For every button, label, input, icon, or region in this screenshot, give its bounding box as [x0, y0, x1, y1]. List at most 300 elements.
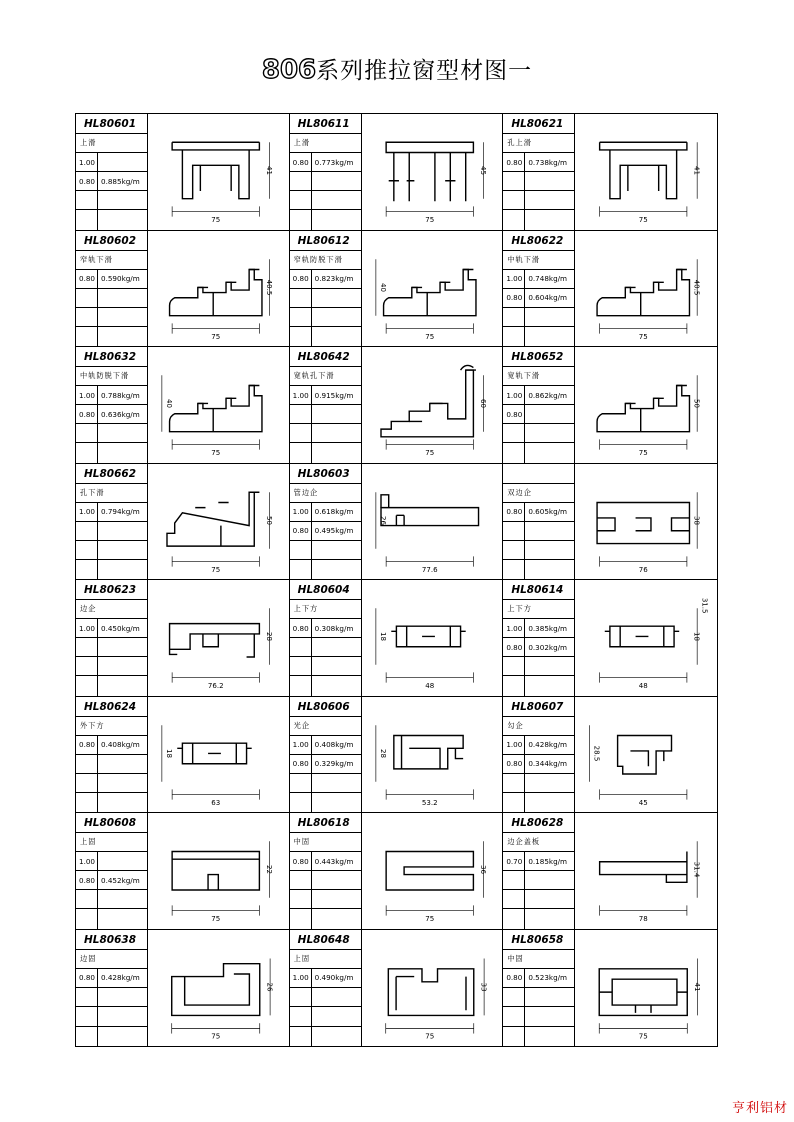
profile-name: 中轨防脱下滑 [76, 367, 147, 386]
profile-spec-table [290, 930, 362, 1047]
dimension-height: 18 [378, 631, 388, 641]
profile-drawing [575, 697, 717, 813]
dimension-width: 78 [639, 913, 649, 923]
profile-drawing [362, 930, 503, 1047]
profile-spec-table [76, 813, 148, 929]
profile-cell [76, 114, 290, 231]
wall-thickness [76, 289, 98, 307]
wall-thickness [76, 424, 98, 442]
spec-row [76, 909, 147, 928]
dimension-height: 26 [378, 515, 388, 525]
wall-thickness: 0.80 [76, 270, 98, 288]
wall-thickness [503, 172, 525, 190]
wall-thickness [290, 308, 312, 326]
profile-drawing [362, 580, 503, 696]
wall-thickness [76, 191, 98, 209]
profile-cell [503, 347, 717, 464]
profile-code: HL80632 [76, 347, 147, 367]
profile-spec-table [290, 464, 362, 580]
dimension-width: 48 [424, 680, 434, 690]
wall-thickness [290, 210, 312, 229]
dimension-height: 18 [692, 631, 702, 641]
wall-thickness [76, 560, 98, 579]
profile-code: HL80642 [290, 347, 361, 367]
spec-row [76, 755, 147, 774]
wall-thickness: 0.80 [290, 270, 312, 288]
profile-spec-table [76, 580, 148, 696]
wall-thickness: 0.80 [76, 969, 98, 987]
dimension-extra: 31.5 [700, 597, 710, 614]
spec-row [503, 191, 574, 210]
profile-code: HL80608 [76, 813, 147, 833]
brand-watermark: 亨利铝材 [731, 1101, 788, 1116]
unit-weight: 0.344kg/m [528, 759, 568, 769]
profile-spec-table [503, 580, 575, 696]
spec-row [290, 386, 361, 405]
wall-thickness [503, 443, 525, 462]
spec-row [503, 327, 574, 346]
spec-row [503, 424, 574, 443]
dimension-height: 41 [692, 165, 702, 175]
wall-thickness: 0.80 [503, 638, 525, 656]
profile-section-shape [600, 968, 688, 1015]
wall-thickness [290, 774, 312, 792]
wall-thickness [503, 871, 525, 889]
profile-spec-table [503, 697, 575, 813]
spec-row [290, 210, 361, 229]
profile-section-shape [393, 735, 462, 768]
dimension-height: 45 [478, 165, 488, 175]
profile-cell [76, 697, 290, 814]
spec-row [290, 289, 361, 308]
unit-weight: 0.329kg/m [314, 759, 354, 769]
spec-row [503, 909, 574, 928]
dimension-width: 75 [211, 913, 221, 923]
spec-row [290, 270, 361, 289]
spec-row [76, 560, 147, 579]
dimension-width: 75 [211, 564, 221, 574]
profile-code: HL80612 [290, 231, 361, 251]
wall-thickness: 1.00 [290, 386, 312, 404]
wall-thickness: 0.80 [503, 289, 525, 307]
profile-drawing [148, 114, 289, 230]
spec-row [76, 522, 147, 541]
spec-row [290, 541, 361, 560]
profile-section-shape [618, 735, 672, 774]
profile-spec-table [503, 347, 575, 463]
profile-code: HL80602 [76, 231, 147, 251]
spec-row [503, 289, 574, 308]
unit-weight: 0.385kg/m [528, 623, 568, 633]
profile-name: 中固 [290, 833, 361, 852]
profile-spec-table [503, 231, 575, 347]
profile-name: 孔上滑 [503, 134, 574, 153]
profile-code: HL80622 [503, 231, 574, 251]
profile-name: 勾企 [503, 717, 574, 736]
spec-row [290, 736, 361, 755]
wall-thickness [503, 890, 525, 908]
profile-code: HL80611 [290, 114, 361, 134]
spec-row [290, 191, 361, 210]
profile-name: 光企 [290, 717, 361, 736]
profile-code: HL80601 [76, 114, 147, 134]
spec-row [503, 308, 574, 327]
unit-weight: 0.490kg/m [314, 973, 354, 983]
spec-row [503, 852, 574, 871]
profile-cell [76, 464, 290, 581]
profile-section-shape [170, 269, 262, 315]
wall-thickness [503, 1027, 525, 1046]
profile-section-shape [597, 502, 689, 543]
unit-weight: 0.452kg/m [101, 875, 140, 885]
wall-thickness [503, 522, 525, 540]
wall-thickness [76, 657, 98, 675]
profile-drawing [148, 231, 289, 347]
spec-row [503, 676, 574, 695]
profile-spec-table [76, 697, 148, 813]
profile-cell [290, 813, 504, 930]
profile-code: HL80638 [76, 930, 147, 950]
profile-section-shape [381, 365, 476, 436]
dimension-width: 75 [211, 214, 221, 224]
spec-row [76, 424, 147, 443]
spec-row [290, 755, 361, 774]
profile-cell [76, 813, 290, 930]
profile-name: 外下方 [76, 717, 147, 736]
dimension-height: 28.5 [592, 745, 602, 761]
profile-section-shape [170, 386, 262, 432]
dimension-height: 50 [692, 398, 702, 408]
profile-drawing [148, 580, 289, 696]
wall-thickness: 1.00 [76, 619, 98, 637]
wall-thickness: 1.00 [503, 619, 525, 637]
profile-name: 双边企 [503, 484, 574, 503]
dimension-height: 18 [164, 748, 174, 758]
spec-row [503, 755, 574, 774]
spec-row [76, 270, 147, 289]
profile-code: HL80607 [503, 697, 574, 717]
wall-thickness [503, 560, 525, 579]
wall-thickness [76, 890, 98, 908]
profile-name: 中轨下滑 [503, 251, 574, 270]
spec-row [76, 619, 147, 638]
wall-thickness: 1.00 [290, 969, 312, 987]
profile-code: HL80648 [290, 930, 361, 950]
wall-thickness [76, 210, 98, 229]
profile-code: HL80606 [290, 697, 361, 717]
spec-row [76, 871, 147, 890]
wall-thickness [290, 909, 312, 928]
page-title [0, 56, 794, 85]
spec-row [290, 424, 361, 443]
profile-cell [290, 930, 504, 1047]
profile-drawing [362, 231, 503, 347]
wall-thickness [76, 638, 98, 656]
unit-weight: 0.185kg/m [528, 856, 568, 866]
dimension-width: 77.6 [421, 564, 438, 574]
spec-row [503, 736, 574, 755]
wall-thickness: 0.80 [503, 405, 525, 423]
profile-cell [503, 697, 717, 814]
profile-name: 宽轨下滑 [503, 367, 574, 386]
profile-spec-table [290, 114, 362, 230]
dimension-height: 28 [378, 748, 388, 758]
wall-thickness [76, 522, 98, 540]
unit-weight: 0.443kg/m [314, 856, 354, 866]
spec-row [290, 619, 361, 638]
spec-row [76, 308, 147, 327]
dimension-height: 41 [693, 981, 703, 991]
profile-drawing [575, 114, 717, 230]
unit-weight: 0.823kg/m [314, 274, 354, 284]
spec-row [290, 774, 361, 793]
spec-row [503, 443, 574, 462]
dimension-width: 48 [639, 680, 649, 690]
spec-row [290, 503, 361, 522]
wall-thickness [503, 909, 525, 928]
profile-name: 窄轨防脱下滑 [290, 251, 361, 270]
wall-thickness: 1.00 [503, 736, 525, 754]
profile-section-shape [172, 852, 259, 891]
wall-thickness: 0.80 [290, 153, 312, 171]
spec-row [290, 909, 361, 928]
spec-row [76, 988, 147, 1007]
spec-row [503, 560, 574, 579]
dimension-width: 75 [211, 1031, 221, 1041]
wall-thickness [290, 871, 312, 889]
spec-row [76, 503, 147, 522]
wall-thickness [503, 308, 525, 326]
profile-code: HL80662 [76, 464, 147, 484]
profile-section-shape [167, 492, 259, 546]
profile-code: HL80624 [76, 697, 147, 717]
profile-name: 上滑 [290, 134, 361, 153]
unit-weight: 0.302kg/m [528, 642, 568, 652]
unit-weight: 0.495kg/m [314, 526, 354, 536]
spec-row [290, 172, 361, 191]
wall-thickness [503, 327, 525, 346]
profile-code: HL80652 [503, 347, 574, 367]
spec-row [503, 1007, 574, 1026]
spec-row [76, 386, 147, 405]
profile-spec-table [76, 464, 148, 580]
profile-cell [76, 930, 290, 1047]
dimension-width: 75 [424, 1031, 434, 1041]
profile-name: 边固 [76, 950, 147, 969]
profile-spec-table [290, 697, 362, 813]
profile-cell [76, 580, 290, 697]
profile-drawing [575, 231, 717, 347]
spec-row [290, 327, 361, 346]
profile-drawing [362, 347, 503, 463]
dimension-width: 53.2 [421, 797, 438, 807]
spec-row [290, 890, 361, 909]
profile-section-shape [386, 142, 473, 201]
dimension-width: 75 [639, 331, 649, 341]
wall-thickness [290, 890, 312, 908]
wall-thickness: 0.80 [290, 619, 312, 637]
unit-weight: 0.605kg/m [528, 507, 568, 517]
wall-thickness: 1.00 [76, 153, 98, 171]
unit-weight: 0.773kg/m [314, 157, 354, 167]
spec-row [76, 969, 147, 988]
wall-thickness [290, 560, 312, 579]
profile-drawing [575, 813, 717, 929]
wall-thickness: 1.00 [290, 736, 312, 754]
spec-row [290, 1027, 361, 1046]
profile-cell [290, 697, 504, 814]
profile-name: 上下方 [503, 600, 574, 619]
wall-thickness [290, 1007, 312, 1025]
profile-cell [503, 813, 717, 930]
wall-thickness [503, 988, 525, 1006]
unit-weight: 0.523kg/m [528, 973, 568, 983]
dimension-width: 75 [424, 331, 434, 341]
profile-drawing [148, 464, 289, 580]
wall-thickness: 1.00 [76, 852, 98, 870]
spec-row [76, 172, 147, 191]
spec-row [76, 327, 147, 346]
spec-row [290, 793, 361, 812]
profile-drawing [362, 813, 503, 929]
dimension-height: 40 [378, 282, 388, 292]
spec-row [76, 638, 147, 657]
spec-row [76, 405, 147, 424]
spec-row [290, 676, 361, 695]
spec-row [290, 308, 361, 327]
profile-cell [503, 930, 717, 1047]
profile-code: HL80614 [503, 580, 574, 600]
dimension-width: 75 [211, 447, 221, 457]
dimension-height: 36 [478, 864, 488, 874]
wall-thickness [503, 1007, 525, 1025]
wall-thickness: 0.80 [76, 871, 98, 889]
spec-row [503, 153, 574, 172]
unit-weight: 0.308kg/m [314, 623, 354, 633]
unit-weight: 0.885kg/m [101, 176, 140, 186]
unit-weight: 0.408kg/m [314, 740, 354, 750]
spec-row [503, 210, 574, 229]
wall-thickness: 0.80 [290, 522, 312, 540]
profile-code: HL80623 [76, 580, 147, 600]
profile-section-shape [597, 269, 689, 315]
wall-thickness [76, 308, 98, 326]
profile-section-shape [170, 624, 260, 657]
wall-thickness [76, 755, 98, 773]
series-number: 806 [261, 55, 317, 85]
spec-row [76, 657, 147, 676]
dimension-height: 33 [479, 981, 489, 991]
spec-row [76, 210, 147, 229]
unit-weight: 0.794kg/m [101, 507, 140, 517]
profile-name: 边企 [76, 600, 147, 619]
dimension-height: 28 [265, 631, 275, 641]
profile-cell [290, 347, 504, 464]
profile-section-shape [172, 142, 259, 198]
profile-name: 宽轨孔下滑 [290, 367, 361, 386]
spec-row [76, 153, 147, 172]
profile-code: HL80658 [503, 930, 574, 950]
profile-code: HL80603 [290, 464, 361, 484]
spec-row [76, 793, 147, 812]
profile-spec-table [503, 464, 575, 580]
profile-code: HL80621 [503, 114, 574, 134]
profile-section-shape [177, 743, 251, 764]
wall-thickness [290, 191, 312, 209]
dimension-height: 50 [265, 515, 275, 525]
wall-thickness [503, 541, 525, 559]
profile-drawing [575, 930, 717, 1047]
spec-row [503, 503, 574, 522]
wall-thickness: 0.80 [503, 755, 525, 773]
profile-spec-table [76, 930, 148, 1047]
profile-name: 管边企 [290, 484, 361, 503]
wall-thickness [503, 657, 525, 675]
spec-row [76, 443, 147, 462]
spec-row [503, 969, 574, 988]
profile-cell [290, 580, 504, 697]
profile-drawing [148, 697, 289, 813]
spec-row [76, 1007, 147, 1026]
spec-row [503, 1027, 574, 1046]
wall-thickness [76, 676, 98, 695]
wall-thickness [76, 443, 98, 462]
spec-row [503, 988, 574, 1007]
series-title: 系列推拉窗型材图一 [316, 58, 533, 84]
wall-thickness [290, 988, 312, 1006]
spec-row [290, 988, 361, 1007]
profile-spec-table [503, 930, 575, 1047]
spec-row [290, 522, 361, 541]
spec-row [290, 1007, 361, 1026]
wall-thickness [290, 443, 312, 462]
spec-row [76, 191, 147, 210]
spec-row [290, 560, 361, 579]
dimension-height: 41 [265, 165, 275, 175]
dimension-width: 75 [424, 447, 434, 457]
profile-section-shape [605, 626, 679, 647]
spec-row [290, 969, 361, 988]
profile-spec-table [76, 231, 148, 347]
profile-section-shape [383, 269, 475, 315]
unit-weight: 0.408kg/m [101, 740, 140, 750]
dimension-height: 40.5 [692, 279, 702, 295]
wall-thickness [290, 172, 312, 190]
spec-row [503, 619, 574, 638]
profile-section-shape [600, 142, 687, 198]
wall-thickness: 0.80 [76, 405, 98, 423]
spec-row [76, 736, 147, 755]
wall-thickness: 0.80 [290, 755, 312, 773]
wall-thickness [503, 774, 525, 792]
profile-drawing [362, 114, 503, 230]
profile-section-shape [378, 494, 479, 525]
profile-cell [76, 347, 290, 464]
spec-row [290, 657, 361, 676]
profile-catalog-grid [75, 113, 718, 1047]
profile-spec-table [290, 347, 362, 463]
wall-thickness: 0.70 [503, 852, 525, 870]
wall-thickness [290, 289, 312, 307]
spec-row [503, 638, 574, 657]
profile-drawing [148, 813, 289, 929]
wall-thickness [76, 793, 98, 812]
wall-thickness: 1.00 [76, 503, 98, 521]
profile-spec-table [503, 813, 575, 929]
wall-thickness [76, 1007, 98, 1025]
spec-row [290, 405, 361, 424]
profile-name: 上固 [290, 950, 361, 969]
